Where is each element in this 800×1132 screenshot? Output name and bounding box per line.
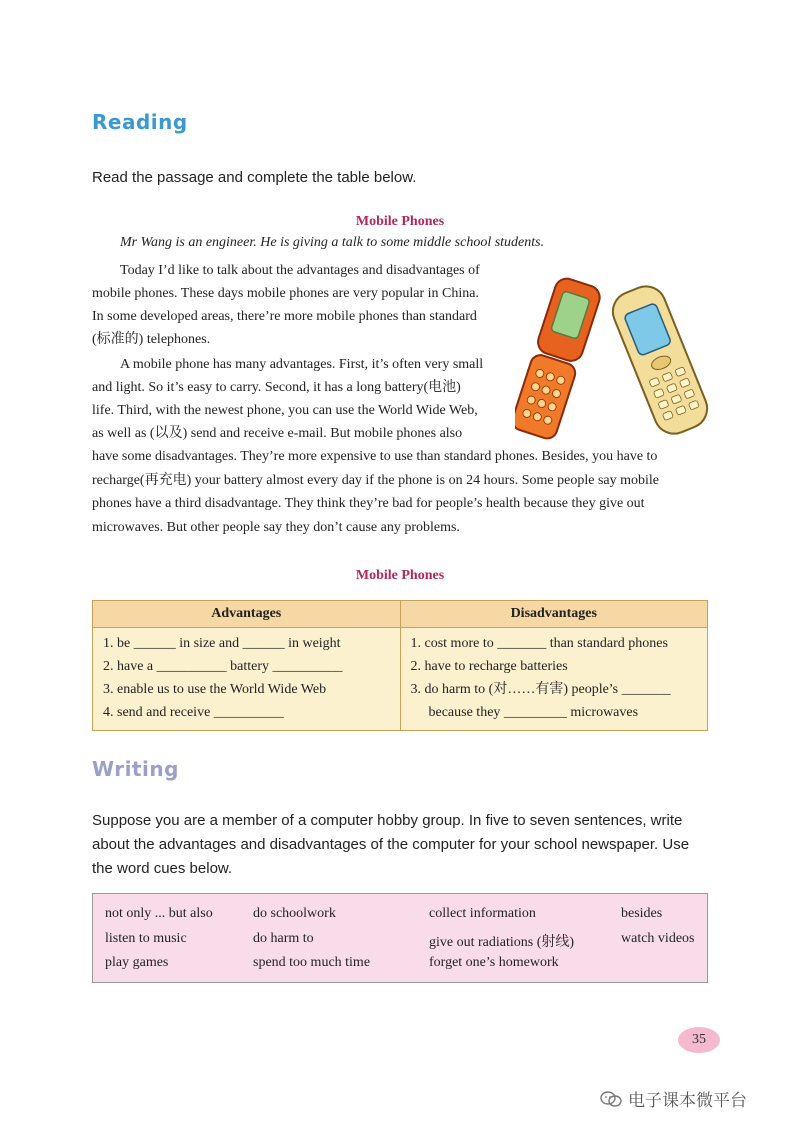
page-number: 35 xyxy=(678,1027,720,1053)
advantages-table xyxy=(92,600,708,731)
advantage-item: 1. be ______ in size and ______ in weight xyxy=(103,636,341,651)
word-cue: not only ... but also xyxy=(105,906,213,921)
reading-heading: Reading xyxy=(92,110,188,134)
table-title: Mobile Phones xyxy=(355,568,445,583)
passage-line: In some developed areas, there’re more mobile phones than standard xyxy=(92,309,477,324)
advantage-item: 2. have a __________ battery __________ xyxy=(103,659,343,674)
passage-line: life. Third, with the newest phone, you can use the World Wide Web, xyxy=(92,403,478,418)
watermark xyxy=(600,1086,747,1113)
disadvantages-header: Disadvantages xyxy=(400,601,708,628)
word-cue: besides xyxy=(621,906,663,921)
passage-title: Mobile Phones xyxy=(355,214,445,229)
word-cue: forget one’s homework xyxy=(429,955,559,970)
word-cue: give out radiations (射线) xyxy=(429,935,575,950)
disadvantage-item: 2. have to recharge batteries xyxy=(410,659,568,674)
disadvantages-cell xyxy=(400,628,708,731)
word-cue: do harm to xyxy=(253,931,314,946)
passage-line: recharge(再充电) your battery almost every day if the phone is on 24 hours. Some people say mobile xyxy=(92,473,659,488)
word-cue: listen to music xyxy=(105,931,187,946)
writing-heading: Writing xyxy=(92,757,179,781)
passage-intro: Mr Wang is an engineer. He is giving a talk to some middle school students. xyxy=(120,235,545,250)
reading-instruction: Read the passage and complete the table below. xyxy=(92,169,417,186)
passage-line: Today I’d like to talk about the advantages and disadvantages of xyxy=(120,263,480,278)
passage-line: have some disadvantages. They’re more expensive to use than standard phones. Besides, you have to xyxy=(92,449,658,464)
passage-line: A mobile phone has many advantages. First, it’s often very small xyxy=(120,357,484,372)
word-cue: watch videos xyxy=(621,931,695,946)
mobile-phones-illustration xyxy=(515,275,710,445)
watermark-text: 电子课本微平台 xyxy=(628,1091,747,1111)
writing-instruction: Suppose you are a member of a computer hobby group. In five to seven sentences, write about the advantages and disadvantages of the computer for your school newspaper. Use the word cues below. xyxy=(92,812,690,877)
passage-line: (标准的) telephones. xyxy=(92,332,211,347)
passage-line: and light. So it’s easy to carry. Second, it has a long battery(电池) xyxy=(92,380,461,395)
word-cues-box xyxy=(92,893,708,983)
wechat-icon xyxy=(600,1090,622,1113)
word-cue: collect information xyxy=(429,906,536,921)
advantages-cell xyxy=(93,628,401,731)
passage-line: microwaves. But other people say they don’t cause any problems. xyxy=(92,520,460,535)
word-cue: spend too much time xyxy=(253,955,371,970)
disadvantage-item: because they _________ microwaves xyxy=(428,705,639,720)
advantage-item: 3. enable us to use the World Wide Web xyxy=(103,682,327,697)
passage-line: mobile phones. These days mobile phones are very popular in China. xyxy=(92,286,479,301)
passage-line: as well as (以及) send and receive e-mail. But mobile phones also xyxy=(92,426,463,441)
passage-line: phones have a third disadvantage. They think they’re bad for people’s health because they give out xyxy=(92,496,645,511)
word-cue: do schoolwork xyxy=(253,906,336,921)
disadvantage-item: 3. do harm to (对……有害) people’s _______ xyxy=(410,682,671,697)
advantage-item: 4. send and receive __________ xyxy=(103,705,284,720)
word-cue: play games xyxy=(105,955,169,970)
advantages-header: Advantages xyxy=(93,601,401,628)
disadvantage-item: 1. cost more to _______ than standard phones xyxy=(410,636,668,651)
